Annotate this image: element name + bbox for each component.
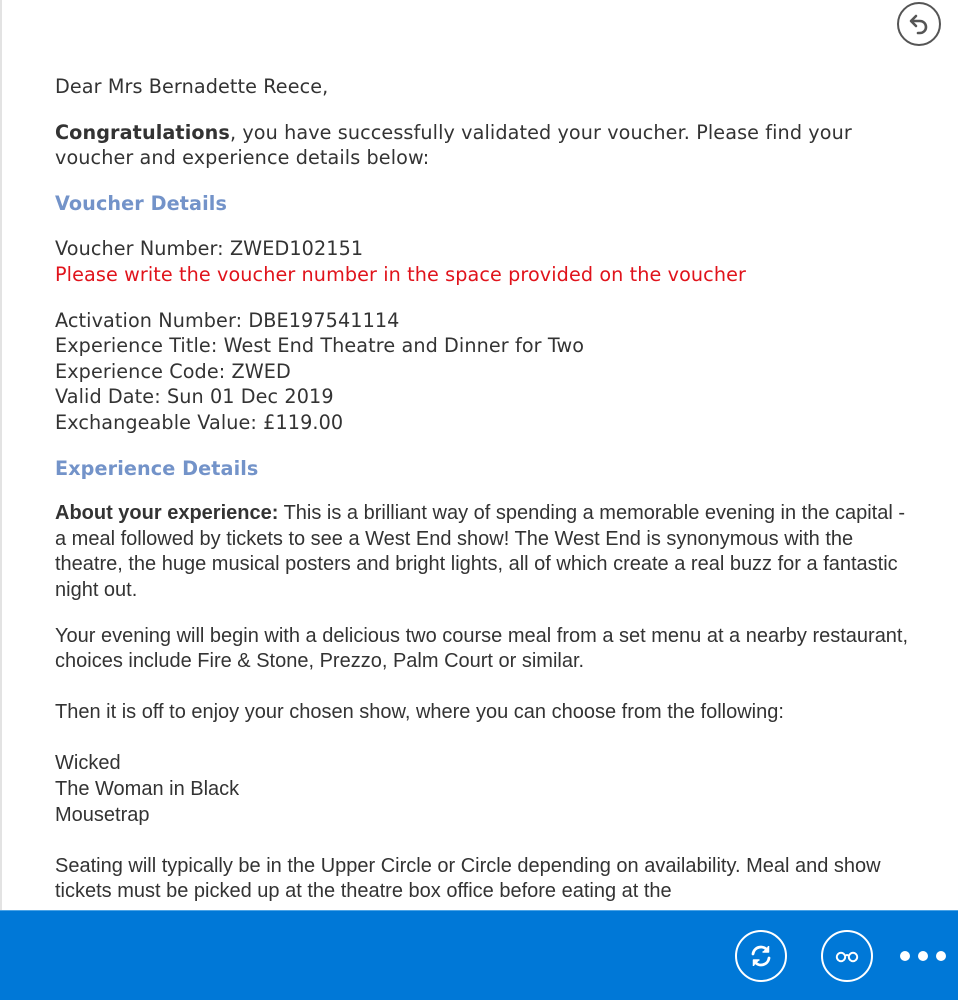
valid-date: Valid Date: Sun 01 Dec 2019 — [55, 385, 334, 409]
activation-number: Activation Number: DBE197541114 — [55, 308, 400, 332]
sync-button[interactable] — [735, 930, 787, 982]
show-item: Mousetrap — [55, 803, 150, 826]
about-label: About your experience: — [55, 502, 279, 525]
congrats-paragraph — [55, 120, 915, 171]
voucher-details-heading: Voucher Details — [55, 191, 227, 215]
more-button[interactable] — [900, 941, 946, 971]
reply-back-icon — [907, 12, 931, 36]
left-border — [0, 0, 2, 910]
congrats-text: , you have successfully validated your voucher. Please find your voucher and experience details below: — [55, 120, 852, 170]
ellipsis-icon — [918, 951, 928, 961]
experience-code: Experience Code: ZWED — [55, 359, 291, 383]
seating-paragraph: Seating will typically be in the Upper Circle or Circle depending on availability. Meal and show tickets must be picked up at the theatre box office before eating at the — [55, 854, 881, 903]
experience-title: Experience Title: West End Theatre and Dinner for Two — [55, 334, 585, 358]
ellipsis-icon — [900, 951, 910, 961]
show-item: The Woman in Black — [55, 778, 240, 801]
greeting: Dear Mrs Bernadette Reece, — [55, 75, 329, 98]
voucher-warning: Please write the voucher number in the space provided on the voucher — [55, 262, 746, 286]
back-button[interactable] — [897, 2, 941, 46]
exchangeable-value: Exchangeable Value: £119.00 — [55, 410, 344, 434]
about-text: This is a brilliant way of spending a memorable evening in the capital - a meal followed by tickets to see a West End show! The West End is synonymous with the theatre, the huge musical posters and bright lights, all of which create a real buzz for a fantastic night out. — [55, 502, 906, 601]
show-item: Wicked — [55, 752, 121, 775]
congrats-bold: Congratulations — [55, 120, 230, 144]
sync-icon — [748, 943, 774, 969]
experience-details-heading: Experience Details — [55, 456, 259, 480]
voucher-number: Voucher Number: ZWED102151 — [55, 237, 364, 261]
app-bar — [0, 910, 958, 1000]
about-paragraph — [55, 501, 915, 603]
reading-view-button[interactable] — [821, 930, 873, 982]
email-body — [55, 74, 915, 905]
evening-paragraph: Your evening will begin with a delicious two course meal from a set menu at a nearby restaurant, choices include Fire & Stone, Prezzo, Palm Court or similar. — [55, 624, 909, 673]
glasses-icon — [834, 949, 860, 963]
ellipsis-icon — [936, 951, 946, 961]
show-intro: Then it is off to enjoy your chosen show, where you can choose from the following: — [55, 701, 784, 724]
